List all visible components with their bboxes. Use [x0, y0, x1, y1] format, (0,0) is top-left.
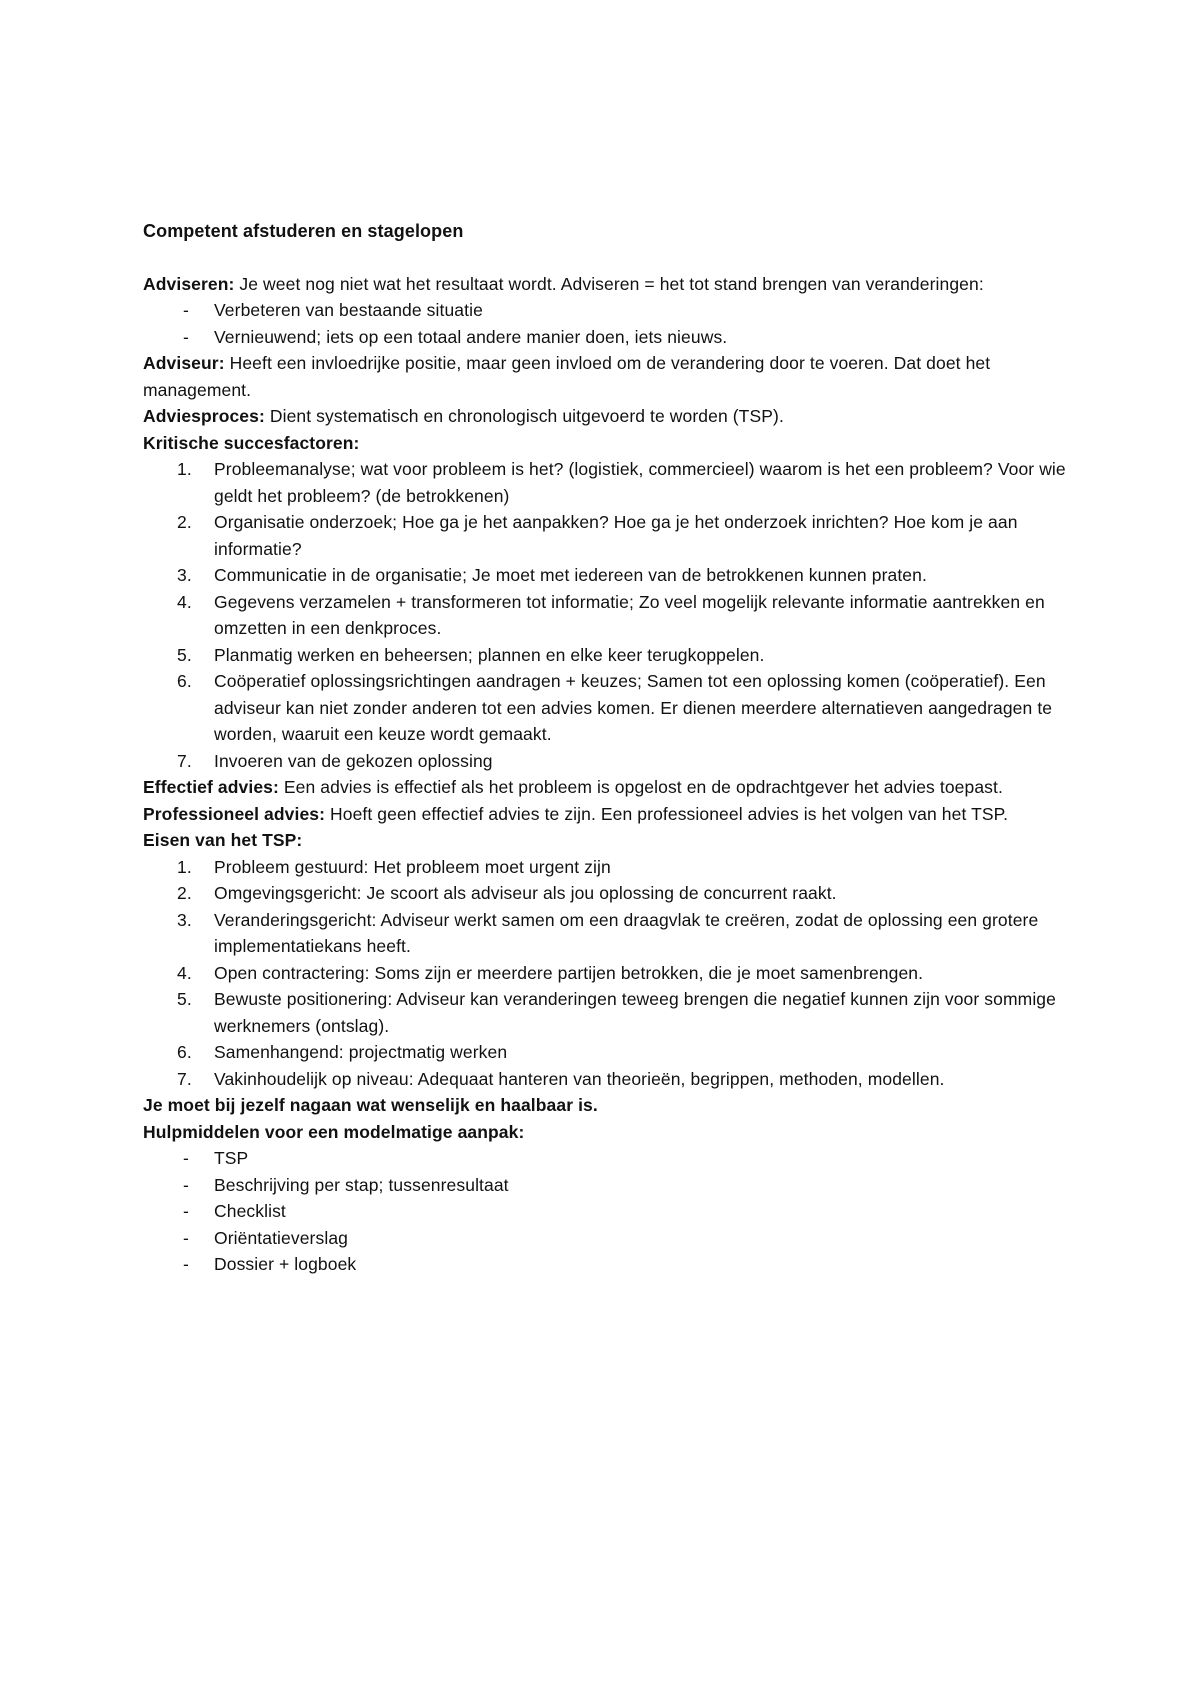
number-marker: 4. [177, 962, 192, 983]
heading-text: Eisen van het TSP: [143, 830, 303, 850]
dash-marker: - [183, 326, 189, 347]
dash-marker: - [183, 1174, 189, 1195]
text-adviseren: Je weet nog niet wat het resultaat wordt. Adviseren = het tot stand brengen van veranderingen: [234, 273, 984, 294]
list-item [143, 1172, 1083, 1199]
heading-kritische-succesfactoren [143, 430, 1083, 457]
number-marker: 3. [177, 909, 192, 930]
list-item-text: Samenhangend: projectmatig werken [214, 1042, 508, 1062]
paragraph-professioneel-advies [143, 801, 1083, 828]
list-item-text: Planmatig werken en beheersen; plannen en elke keer terugkoppelen. [214, 644, 765, 665]
list-item [143, 986, 1083, 1039]
paragraph-adviseur [143, 350, 1083, 403]
document-title: Competent afstuderen en stagelopen [143, 221, 464, 241]
eisen-list [143, 854, 1083, 1093]
statement-text: Je moet bij jezelf nagaan wat wenselijk en haalbaar is. [143, 1095, 598, 1115]
list-item-text: Communicatie in de organisatie; Je moet met iedereen van de betrokkenen kunnen praten. [214, 565, 927, 585]
number-marker: 3. [177, 565, 192, 585]
list-item [143, 642, 1083, 669]
dash-marker: - [183, 1201, 189, 1221]
number-marker: 5. [177, 644, 192, 665]
list-item-text: Bewuste positionering: Adviseur kan veranderingen teweeg brengen die negatief kunnen zijn voor sommige werknemers (ontslag). [214, 989, 1056, 1036]
list-item-text: Open contractering: Soms zijn er meerdere partijen betrokken, die je moet samenbrengen. [214, 962, 924, 983]
term-effectief-advies: Effectief advies: [143, 777, 279, 797]
list-item [143, 960, 1083, 987]
list-item-text: Coöperatief oplossingsrichtingen aandragen + keuzes; Samen tot een oplossing komen (coöperatief). Een adviseur kan niet zonder anderen tot een advies komen. Er dienen meerdere alternatieven aangedragen te worden, waaruit een keuze wordt gemaakt. [214, 671, 1053, 744]
number-marker: 2. [177, 512, 192, 532]
heading-eisen-tsp [143, 827, 1083, 854]
list-item [143, 297, 1083, 324]
number-marker: 7. [177, 1068, 192, 1089]
heading-hulpmiddelen [143, 1119, 1083, 1146]
list-item [143, 748, 1083, 775]
term-adviesproces: Adviesproces: [143, 406, 265, 426]
dash-marker: - [183, 1227, 189, 1248]
list-item [143, 456, 1083, 509]
text-effectief-advies: Een advies is effectief als het probleem is opgelost en de opdrachtgever het advies toepast. [278, 777, 1003, 797]
list-item [143, 854, 1083, 881]
list-item [143, 589, 1083, 642]
list-item-text: Dossier + logboek [214, 1254, 357, 1274]
list-item-text: Omgevingsgericht: Je scoort als adviseur als jou oplossing de concurrent raakt. [214, 883, 837, 903]
dash-marker: - [183, 300, 189, 320]
heading-text: Hulpmiddelen voor een modelmatige aanpak: [143, 1121, 525, 1142]
list-item-text: Vernieuwend; iets op een totaal andere manier doen, iets nieuws. [214, 326, 728, 347]
paragraph-adviesproces [143, 403, 1083, 430]
statement-wenselijk-haalbaar [143, 1092, 1083, 1119]
list-item-text: Gegevens verzamelen + transformeren tot informatie; Zo veel mogelijk relevante informatie aantrekken en omzetten in een denkproces. [214, 591, 1045, 638]
list-item [143, 324, 1083, 351]
number-marker: 6. [177, 671, 192, 691]
list-item-text: Probleemanalyse; wat voor probleem is het? (logistiek, commercieel) waarom is het een probleem? Voor wie geldt het probleem? (de betrokkenen) [214, 459, 1066, 506]
document-page [143, 218, 1083, 1278]
list-item [143, 1225, 1083, 1252]
list-item-text: Invoeren van de gekozen oplossing [214, 750, 493, 771]
list-item [143, 1198, 1083, 1225]
number-marker: 1. [177, 856, 192, 877]
term-adviseren: Adviseren: [143, 273, 235, 294]
list-item-text: Vakinhoudelijk op niveau: Adequaat hanteren van theorieën, begrippen, methoden, modellen. [214, 1068, 945, 1089]
dash-marker: - [183, 1254, 189, 1274]
number-marker: 4. [177, 591, 192, 612]
list-item [143, 1251, 1083, 1278]
text-professioneel-advies: Hoeft geen effectief advies te zijn. Een professioneel advies is het volgen van het TSP. [325, 803, 1009, 824]
list-item [143, 1039, 1083, 1066]
paragraph-adviseren [143, 271, 1083, 298]
list-item [143, 509, 1083, 562]
dash-marker: - [183, 1148, 189, 1168]
list-item-text: Verbeteren van bestaande situatie [214, 300, 483, 320]
kritische-list [143, 456, 1083, 774]
number-marker: 2. [177, 883, 192, 903]
heading-text: Kritische succesfactoren: [143, 432, 360, 453]
list-item-text: Oriëntatieverslag [214, 1227, 348, 1248]
number-marker: 6. [177, 1042, 192, 1062]
list-item-text: TSP [214, 1148, 249, 1168]
list-item [143, 880, 1083, 907]
text-adviseur: Heeft een invloedrijke positie, maar geen invloed om de verandering door te voeren. Dat doet het management. [143, 353, 991, 400]
list-item [143, 668, 1083, 748]
list-item-text: Beschrijving per stap; tussenresultaat [214, 1174, 509, 1195]
adviseren-list [143, 297, 1083, 350]
number-marker: 5. [177, 989, 192, 1009]
term-professioneel-advies: Professioneel advies: [143, 803, 326, 824]
number-marker: 1. [177, 459, 192, 479]
list-item-text: Checklist [214, 1201, 286, 1221]
hulpmiddelen-list [143, 1145, 1083, 1278]
text-adviesproces: Dient systematisch en chronologisch uitgevoerd te worden (TSP). [264, 406, 784, 426]
list-item [143, 907, 1083, 960]
number-marker: 7. [177, 750, 192, 771]
term-adviseur: Adviseur: [143, 353, 225, 373]
list-item-text: Organisatie onderzoek; Hoe ga je het aanpakken? Hoe ga je het onderzoek inrichten? Hoe kom je aan informatie? [214, 512, 1018, 559]
list-item-text: Probleem gestuurd: Het probleem moet urgent zijn [214, 856, 611, 877]
list-item-text: Veranderingsgericht: Adviseur werkt samen om een draagvlak te creëren, zodat de oplossing een grotere implementatiekans heeft. [214, 909, 1039, 956]
list-item [143, 562, 1083, 589]
list-item [143, 1145, 1083, 1172]
list-item [143, 1066, 1083, 1093]
paragraph-effectief-advies [143, 774, 1083, 801]
